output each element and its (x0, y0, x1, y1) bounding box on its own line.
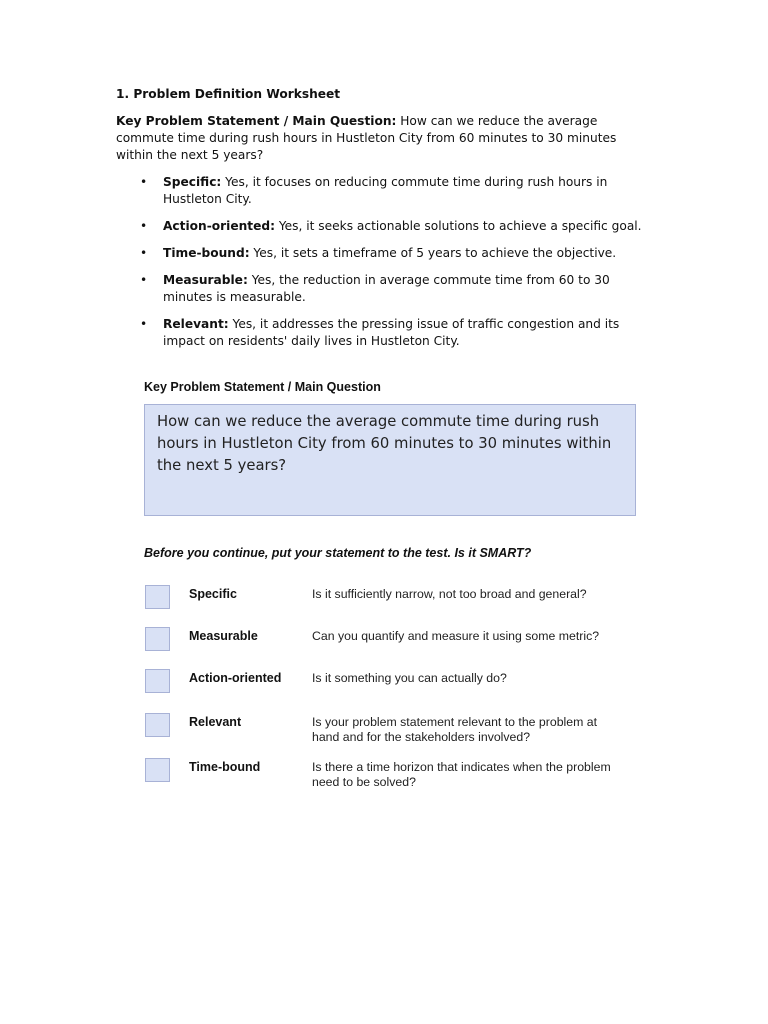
criteria-text: Yes, it focuses on reducing commute time during rush hours in Hustleton City. (163, 175, 608, 206)
smart-label: Action-oriented (189, 671, 282, 685)
specific-checkbox[interactable] (145, 585, 170, 609)
smart-question: Is it something you can actually do? (312, 671, 507, 685)
worksheet-text (116, 86, 656, 360)
smart-worksheet-image (140, 376, 650, 806)
smart-label: Measurable (189, 629, 258, 643)
criteria-item-specific (116, 174, 656, 208)
smart-label: Specific (189, 587, 237, 601)
criteria-text: Yes, it sets a timeframe of 5 years to achieve the objective. (249, 246, 617, 260)
relevant-checkbox[interactable] (145, 713, 170, 737)
smart-row-specific (145, 585, 645, 615)
criteria-item-time-bound (116, 245, 656, 262)
problem-statement-box: How can we reduce the average commute time during rush hours in Hustleton City from 60 minutes to 30 minutes within the next 5 years? (144, 404, 636, 516)
smart-question: Is it sufficiently narrow, not too broad and general? (312, 587, 587, 601)
smart-question: Can you quantify and measure it using some metric? (312, 629, 600, 643)
measurable-checkbox[interactable] (145, 627, 170, 651)
smart-label: Time-bound (189, 760, 261, 774)
criteria-text: Yes, the reduction in average commute time from 60 to 30 minutes is measurable. (163, 273, 610, 304)
criteria-label: Action-oriented: (163, 219, 275, 233)
section-heading: 1. Problem Definition Worksheet (116, 87, 341, 101)
criteria-item-action-oriented (116, 218, 656, 235)
worksheet-title: Key Problem Statement / Main Question (144, 380, 381, 394)
key-problem-label: Key Problem Statement / Main Question: (116, 114, 397, 128)
criteria-text: Yes, it seeks actionable solutions to achieve a specific goal. (274, 219, 642, 233)
smart-row-action-oriented (145, 669, 645, 699)
smart-row-time-bound (145, 758, 645, 788)
smart-row-relevant (145, 713, 645, 743)
action-oriented-checkbox[interactable] (145, 669, 170, 693)
smart-test-title: Before you continue, put your statement to the test. Is it SMART? (144, 546, 532, 560)
criteria-label: Relevant: (163, 317, 229, 331)
criteria-text: Yes, it addresses the pressing issue of traffic congestion and its impact on residents' daily lives in Hustleton City. (163, 317, 620, 348)
criteria-item-measurable (116, 272, 656, 306)
smart-label: Relevant (189, 715, 242, 729)
criteria-item-relevant (116, 316, 656, 350)
key-problem-text: How can we reduce the average commute time during rush hours in Hustleton City from 60 minutes to 30 minutes within the next 5 years? (116, 114, 617, 162)
key-problem-paragraph (116, 113, 656, 164)
smart-criteria-list (116, 174, 656, 350)
smart-question: Is there a time horizon that indicates when the problem need to be solved? (312, 760, 611, 789)
criteria-label: Time-bound: (163, 246, 250, 260)
criteria-label: Specific: (163, 175, 222, 189)
smart-question: Is your problem statement relevant to the problem at hand and for the stakeholders involved? (312, 715, 598, 744)
time-bound-checkbox[interactable] (145, 758, 170, 782)
criteria-label: Measurable: (163, 273, 248, 287)
smart-row-measurable (145, 627, 645, 657)
